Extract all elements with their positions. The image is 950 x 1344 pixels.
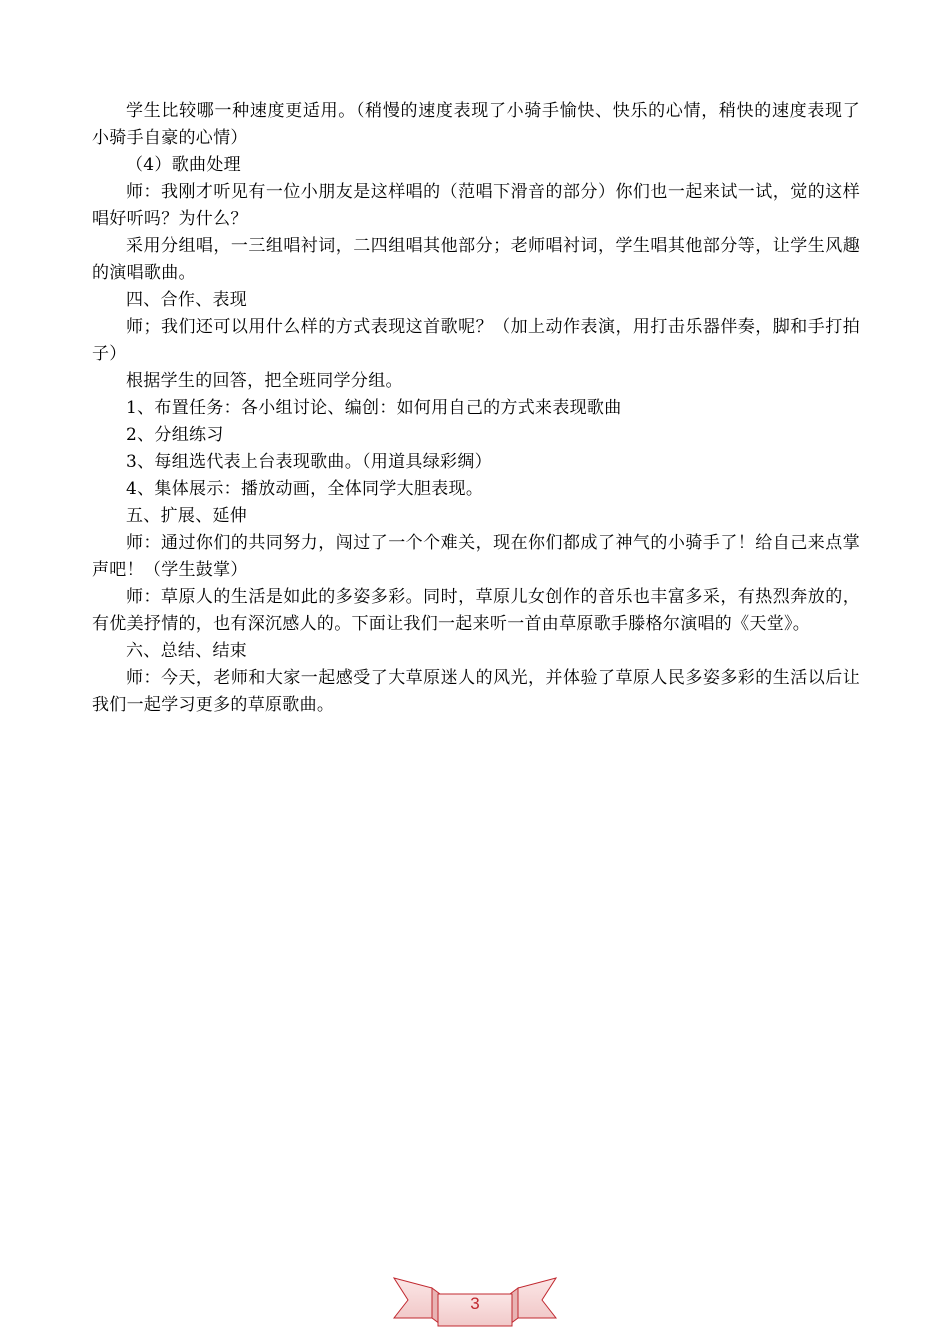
section-heading-6: 六、总结、结束 (126, 641, 248, 661)
section-heading-5: 五、扩展、延伸 (126, 506, 248, 526)
paragraph-7: 根据学生的回答，把全班同学分组。 (126, 371, 403, 391)
page-number: 3 (470, 1294, 480, 1313)
list-item-4: 4、集体展示：播放动画，全体同学大胆表现。 (126, 479, 484, 499)
list-item-3: 3、每组选代表上台表现歌曲。（用道具绿彩绸） (126, 452, 492, 472)
paragraph-6: 师；我们还可以用什么样的方式表现这首歌呢？（加上动作表演，用打击乐器伴奏，脚和手打拍子） (92, 317, 860, 364)
section-heading-4: 四、合作、表现 (126, 290, 248, 310)
page-number-ribbon (392, 1274, 558, 1330)
list-item-1: 1、布置任务：各小组讨论、编创：如何用自己的方式来表现歌曲 (126, 398, 622, 418)
document-body (92, 98, 860, 719)
paragraph-14: 师：草原人的生活是如此的多姿多彩。同时，草原儿女创作的音乐也丰富多采，有热烈奔放的，有优美抒情的，也有深沉感人的。下面让我们一起来听一首由草原歌手滕格尔演唱的《天堂》。 (92, 587, 860, 634)
paragraph-3: 师：我刚才听见有一位小朋友是这样唱的（范唱下滑音的部分）你们也一起来试一试，觉的这样唱好听吗？为什么？ (92, 182, 860, 229)
paragraph-13: 师：通过你们的共同努力，闯过了一个个难关，现在你们都成了神气的小骑手了！给自己来点掌声吧！（学生鼓掌） (92, 533, 860, 580)
paragraph-2: （4）歌曲处理 (126, 155, 241, 175)
paragraph-4: 采用分组唱，一三组唱衬词，二四组唱其他部分；老师唱衬词，学生唱其他部分等，让学生风趣的演唱歌曲。 (92, 236, 860, 283)
paragraph-16: 师：今天，老师和大家一起感受了大草原迷人的风光，并体验了草原人民多姿多彩的生活以后让我们一起学习更多的草原歌曲。 (92, 668, 860, 715)
paragraph-1: 学生比较哪一种速度更适用。（稍慢的速度表现了小骑手愉快、快乐的心情，稍快的速度表现了小骑手自豪的心情） (92, 101, 860, 148)
list-item-2: 2、分组练习 (126, 425, 224, 445)
